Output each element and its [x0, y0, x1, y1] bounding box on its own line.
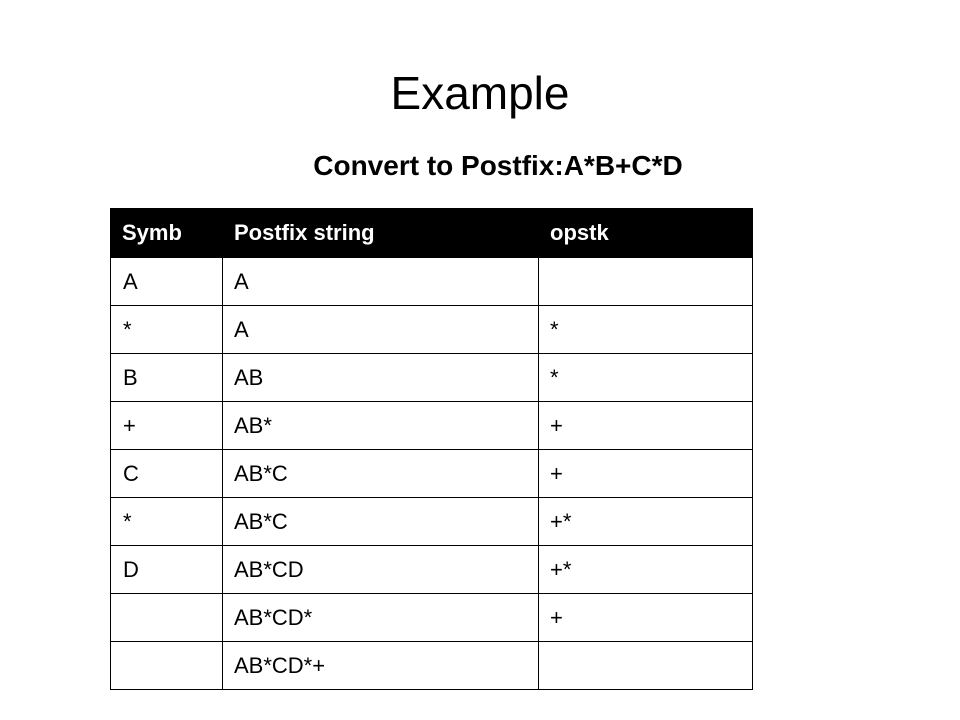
conversion-table-container — [110, 208, 752, 690]
table-row — [111, 402, 753, 450]
table-row — [111, 642, 753, 690]
cell-opstk: + — [539, 402, 753, 450]
slide-subtitle: Convert to Postfix:A*B+C*D — [313, 150, 683, 181]
table-header-row — [111, 209, 753, 258]
cell-symb — [111, 642, 223, 690]
cell-postfix-string: A — [223, 306, 539, 354]
table-row — [111, 594, 753, 642]
cell-postfix-string: AB*CD — [223, 546, 539, 594]
cell-opstk — [539, 258, 753, 306]
cell-symb: * — [111, 498, 223, 546]
table-body — [111, 258, 753, 690]
cell-symb: D — [111, 546, 223, 594]
postfix-conversion-table — [110, 208, 753, 690]
table-row — [111, 498, 753, 546]
cell-opstk: * — [539, 354, 753, 402]
cell-opstk: * — [539, 306, 753, 354]
cell-postfix-string: AB*CD*+ — [223, 642, 539, 690]
cell-opstk — [539, 642, 753, 690]
header-opstk: opstk — [539, 209, 753, 258]
table-row — [111, 306, 753, 354]
table-row — [111, 258, 753, 306]
cell-postfix-string: AB*C — [223, 498, 539, 546]
cell-symb: A — [111, 258, 223, 306]
cell-symb: * — [111, 306, 223, 354]
slide-title: Example — [390, 67, 570, 119]
cell-symb: + — [111, 402, 223, 450]
cell-opstk: + — [539, 450, 753, 498]
table-row — [111, 546, 753, 594]
cell-postfix-string: AB — [223, 354, 539, 402]
cell-opstk: + — [539, 594, 753, 642]
cell-opstk: +* — [539, 546, 753, 594]
header-postfix-string: Postfix string — [223, 209, 539, 258]
table-row — [111, 450, 753, 498]
table-row — [111, 354, 753, 402]
header-symb: Symb — [111, 209, 223, 258]
cell-postfix-string: A — [223, 258, 539, 306]
cell-symb: C — [111, 450, 223, 498]
cell-symb — [111, 594, 223, 642]
cell-postfix-string: AB*CD* — [223, 594, 539, 642]
cell-postfix-string: AB*C — [223, 450, 539, 498]
cell-opstk: +* — [539, 498, 753, 546]
cell-symb: B — [111, 354, 223, 402]
cell-postfix-string: AB* — [223, 402, 539, 450]
